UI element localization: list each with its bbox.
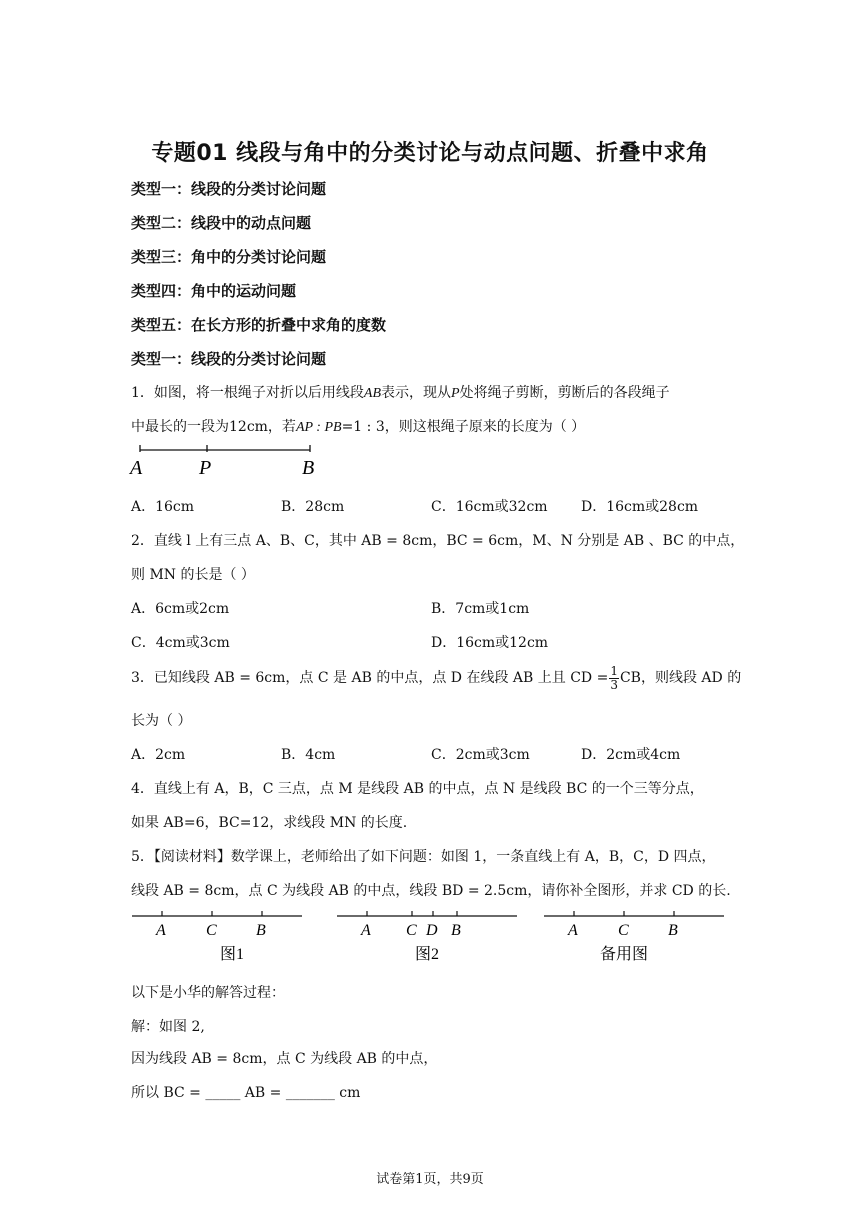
- q2-option-b: B．7cm或1cm: [431, 601, 530, 617]
- q1-line2: 中最长的一段为12cm，若AP : PB=1 : 3，则这根绳子原来的长度为（ ）: [131, 419, 586, 435]
- q5-line2: 线段 AB = 8cm，点 C 为线段 AB 的中点，线段 BD = 2.5cm，请你补全图形，并求 CD 的长.: [131, 883, 731, 899]
- type-2-heading: 类型二：线段中的动点问题: [131, 214, 312, 232]
- q5-solution-line1: 解：如图 2,: [131, 1019, 205, 1035]
- type-3-heading: 类型三：角中的分类讨论问题: [131, 248, 327, 266]
- q3-option-a: A．2cm: [131, 747, 186, 763]
- type-1-heading: 类型一：线段的分类讨论问题: [131, 180, 327, 198]
- svg-text:C: C: [206, 922, 217, 939]
- svg-text:A: A: [568, 922, 578, 939]
- q5-solution-intro: 以下是小华的解答过程：: [131, 985, 285, 1001]
- q1-option-b: B．28cm: [281, 499, 345, 515]
- svg-text:A: A: [361, 922, 371, 939]
- q2-option-a: A．6cm或2cm: [131, 601, 230, 617]
- q1-fig-label-p: P: [199, 457, 212, 479]
- q2-line1: 2．直线 l 上有三点 A、B、C，其中 AB = 8cm，BC = 6cm，M、N 分别是 AB 、BC 的中点，: [131, 533, 745, 549]
- type-4-heading: 类型四：角中的运动问题: [131, 282, 297, 300]
- svg-text:B: B: [668, 922, 678, 939]
- q1-option-d: D．16cm或28cm: [581, 499, 699, 515]
- svg-text:D: D: [426, 922, 438, 939]
- q2-line2: 则 MN 的长是（ ）: [131, 567, 255, 583]
- q1-option-a: A．16cm: [131, 499, 195, 515]
- q1-line1: 1．如图，将一根绳子对折以后用线段AB表示，现从P处将绳子剪断，剪断后的各段绳子: [131, 385, 670, 401]
- q2-option-c: C．4cm或3cm: [131, 635, 230, 651]
- page-title: 专题01 线段与角中的分类讨论与动点问题、折叠中求角: [151, 141, 709, 166]
- q5-figure-spare: [540, 906, 730, 966]
- q5-figure-spare-caption: 备用图: [600, 946, 649, 963]
- svg-text:A: A: [156, 922, 166, 939]
- q4-line1: 4．直线上有 A，B，C 三点，点 M 是线段 AB 的中点，点 N 是线段 BC 的一个三等分点，: [131, 781, 704, 797]
- page-footer: 试卷第1页，共9页: [376, 1172, 484, 1187]
- q1-option-c: C．16cm或32cm: [431, 499, 548, 515]
- q5-solution-line2: 因为线段 AB = 8cm，点 C 为线段 AB 的中点，: [131, 1051, 438, 1067]
- q5-figure-2-caption: 图2: [415, 946, 440, 963]
- q5-figure-1: [128, 906, 308, 966]
- q4-line2: 如果 AB=6，BC=12，求线段 MN 的长度.: [131, 815, 408, 831]
- section-heading: 类型一：线段的分类讨论问题: [131, 350, 327, 368]
- q3-option-d: D．2cm或4cm: [581, 747, 681, 763]
- q1-fig-label-a: A: [130, 457, 143, 479]
- q5-figure-2: [333, 906, 523, 966]
- svg-text:C: C: [618, 922, 629, 939]
- q5-line1: 5．【阅读材料】数学课上，老师给出了如下问题：如图 1，一条直线上有 A，B，C，D 四点，: [131, 849, 716, 865]
- q5-figure-1-caption: 图1: [220, 946, 245, 963]
- q3-fraction: $\frac{1}{3}$: [610, 663, 618, 692]
- q3-option-c: C．2cm或3cm: [431, 747, 530, 763]
- q3-option-b: B．4cm: [281, 747, 336, 763]
- q2-option-d: D．16cm或12cm: [431, 635, 549, 651]
- svg-text:B: B: [451, 922, 461, 939]
- q5-solution-line3: 所以 BC = _____ AB = _______ cm: [131, 1085, 361, 1101]
- type-5-heading: 类型五：在长方形的折叠中求角的度数: [131, 316, 387, 334]
- q3-line2: 长为（ ）: [131, 713, 192, 729]
- svg-text:C: C: [406, 922, 417, 939]
- q1-fig-label-b: B: [302, 457, 315, 479]
- q1-figure: [128, 440, 328, 480]
- q3-line1: 3．已知线段 AB = 6cm，点 C 是 AB 的中点，点 D 在线段 AB 上且 CD = $\frac{1}{3}$ CB，则线段 AD 的: [131, 663, 742, 692]
- svg-text:B: B: [256, 922, 266, 939]
